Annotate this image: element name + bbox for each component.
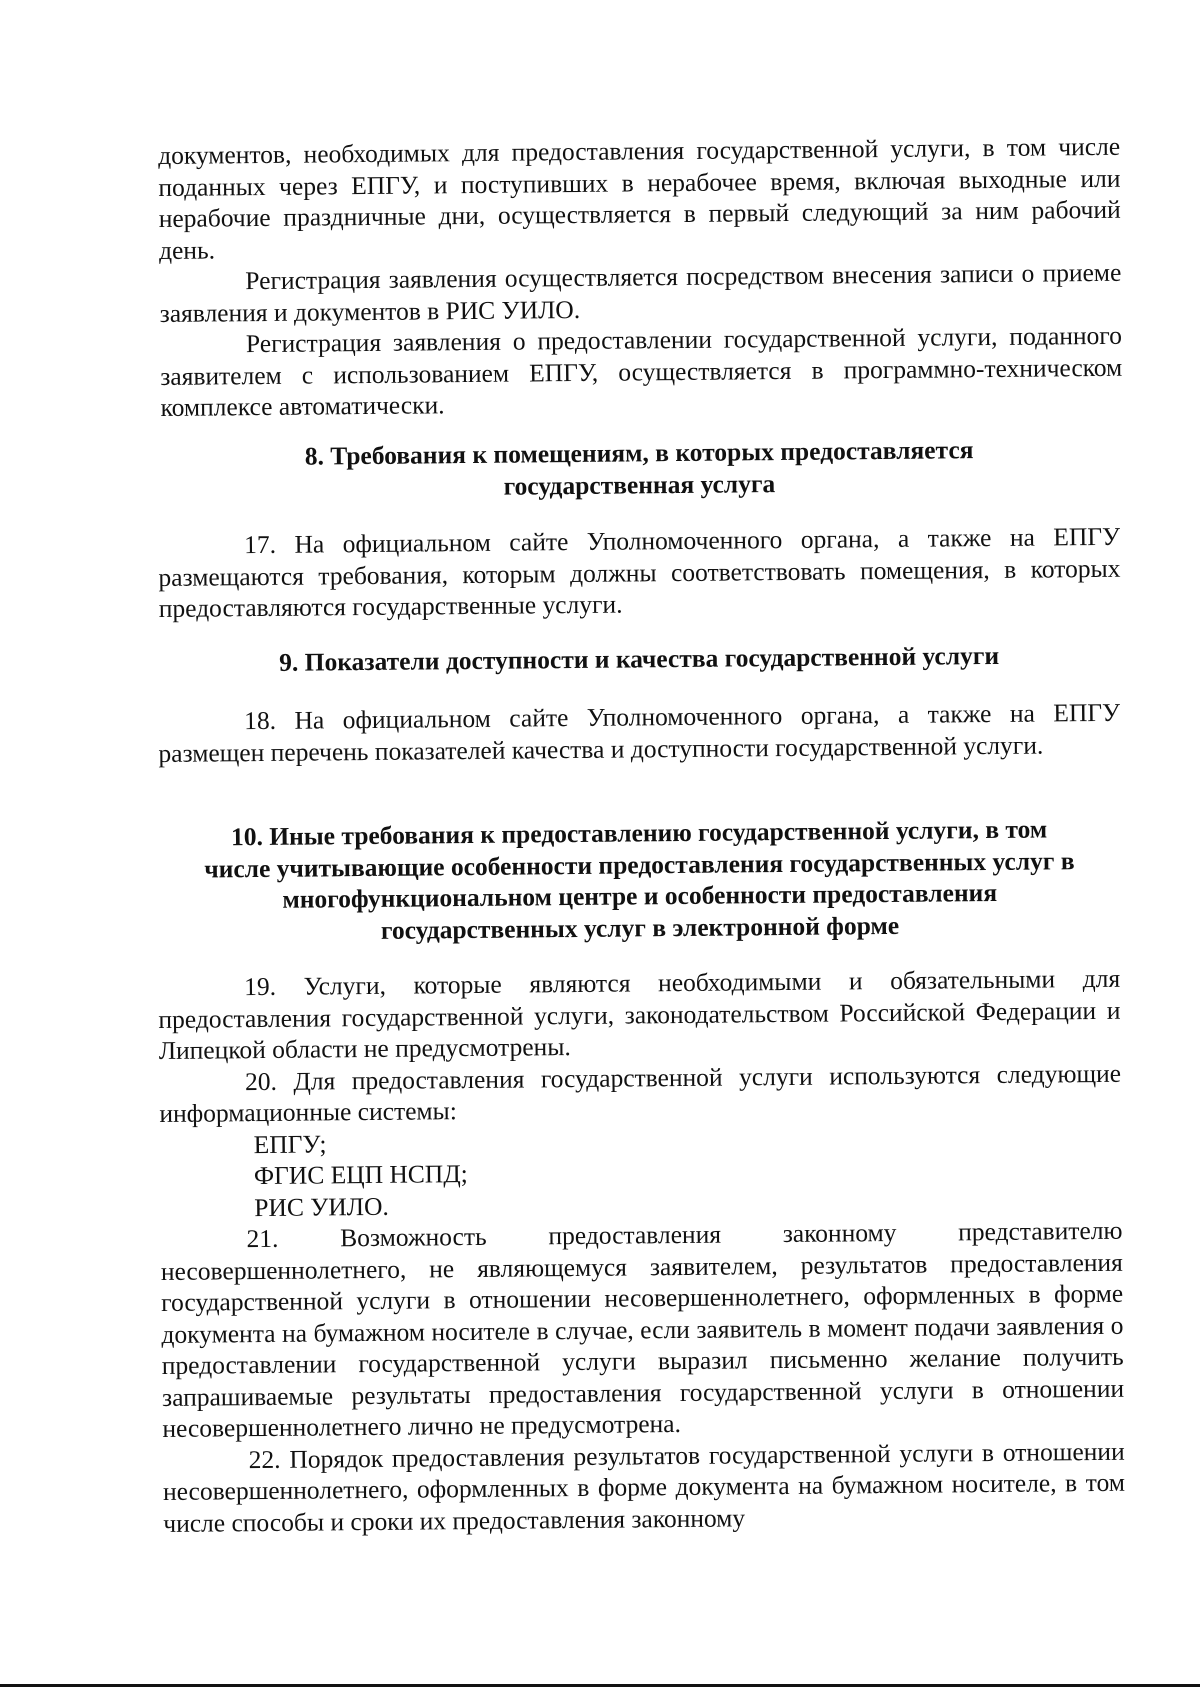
section-10-title-line4: государственных услуг в электронной форме bbox=[380, 910, 900, 945]
paragraph-registration-auto: Регистрация заявления о предоставлении государственной услуги, поданного заявителем с использованием ЕПГУ, осуществляется в программно-техническом комплексе автоматически. bbox=[160, 320, 1123, 422]
page-bottom-rule bbox=[0, 1684, 1200, 1687]
paragraph-17: 17. На официальном сайте Уполномоченного органа, а также на ЕПГУ размещаются требования, которым должны соответствовать помещения, в которых предоставляются государственные услуги. bbox=[158, 521, 1121, 623]
list-item-system: РИС УИЛО. bbox=[254, 1191, 389, 1222]
section-10-title-line1: 10. Иные требования к предоставлению государственной услуги, в том bbox=[230, 814, 1048, 852]
registration-text-block bbox=[158, 131, 1123, 424]
paragraph-18: 18. На официальном сайте Уполномоченного органа, а также на ЕПГУ размещен перечень показателей качества и доступности государственной услуги. bbox=[158, 697, 1121, 768]
section-10-heading bbox=[158, 813, 1121, 948]
section-8-title-line2: государственная услуга bbox=[503, 468, 776, 501]
section-9-title: 9. Показатели доступности и качества государственной услуги bbox=[279, 640, 1000, 677]
section-8-body bbox=[158, 521, 1121, 625]
section-9-heading bbox=[158, 639, 1120, 680]
section-10-body bbox=[158, 963, 1125, 1539]
paragraph-registration-record: Регистрация заявления осуществляется посредством внесения записи о приеме заявления и документов в РИС УИЛО. bbox=[159, 257, 1122, 328]
paragraph-21: 21. Возможность предоставления законному представителю несовершеннолетнего, не являющемуся заявителем, результатов предоставления государственной услуги в отношении несовершеннолетнего, оформленных в форме документа на бумажном носителе в случае, если заявитель в момент подачи заявления о предоставлении государственной услуги выразил письменно желание получить запрашиваемые результаты предоставления государственной услуги в отношении несовершеннолетнего лично не предусмотрена. bbox=[160, 1215, 1125, 1443]
section-8-title-line1: 8. Требования к помещениям, в которых предоставляется bbox=[304, 435, 974, 471]
section-9-body bbox=[158, 697, 1121, 769]
paragraph-19: 19. Услуги, которые являются необходимыми и обязательными для предоставления государственной услуги, законодательством Российской Федерации и Липецкой области не предусмотрены. bbox=[158, 963, 1121, 1065]
paragraph-22: 22. Порядок предоставления результатов государственной услуги в отношении несовершеннолетнего, оформленных в форме документа на бумажном носителе, в том числе способы и сроки их предоставления законному bbox=[162, 1436, 1126, 1538]
list-item-system: ЕПГУ; bbox=[253, 1128, 327, 1159]
section-10-title-line3: многофункциональном центре и особенности предоставления bbox=[282, 877, 998, 914]
section-10-title-line2: числе учитывающие особенности предоставления государственных услуг в bbox=[204, 845, 1075, 884]
paragraph-registration-timing: документов, необходимых для предоставления государственной услуги, в том числе поданных через ЕПГУ, и поступивших в нерабочее время, включая выходные или нерабочие праздничные дни, осуществляется в первый следующий за ним рабочий день. bbox=[158, 131, 1121, 265]
section-8-heading bbox=[158, 433, 1121, 505]
list-item-system: ФГИС ЕЦП НСПД; bbox=[253, 1159, 468, 1191]
paragraph-20: 20. Для предоставления государственной услуги используются следующие информационные системы: bbox=[159, 1058, 1122, 1128]
